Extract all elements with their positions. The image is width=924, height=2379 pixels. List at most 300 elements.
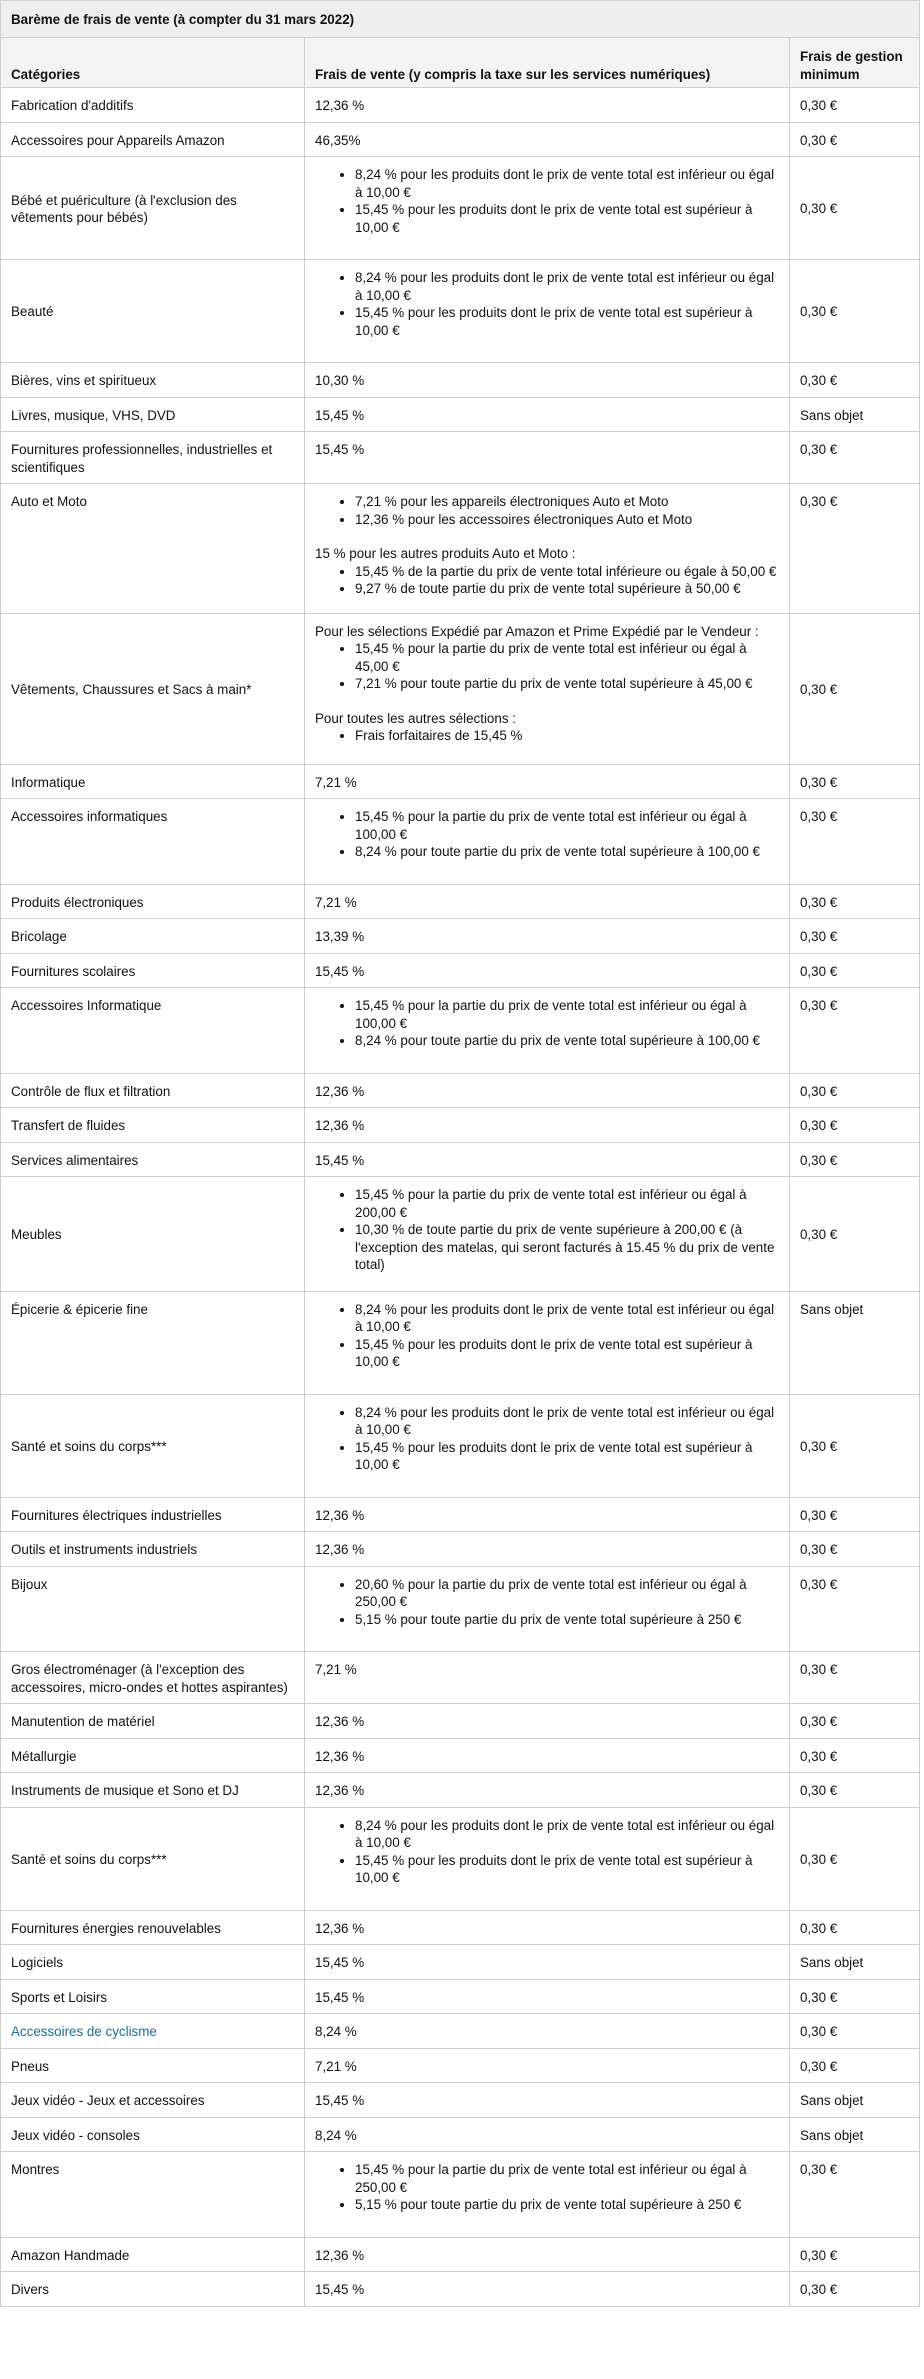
cell-fee xyxy=(305,1497,790,1532)
cell-category xyxy=(1,1807,305,1910)
cell-minimum-fee xyxy=(790,260,920,363)
cell-minimum-fee xyxy=(790,1394,920,1497)
cell-minimum-fee xyxy=(790,764,920,799)
cell-category xyxy=(1,1979,305,2014)
fee-list-item: • 7,21 % pour toute partie du prix de vente total supérieure à 45,00 € xyxy=(355,675,781,693)
fee-list xyxy=(315,563,781,598)
minimum-fee-value: 0,30 € xyxy=(800,1783,838,1798)
cell-fee xyxy=(305,2117,790,2152)
table-row xyxy=(1,1566,920,1652)
minimum-fee-value: Sans objet xyxy=(800,2127,864,2143)
cell-category xyxy=(1,1566,305,1652)
cell-category xyxy=(1,1177,305,1292)
cell-fee xyxy=(305,1394,790,1497)
minimum-fee-value: 0,30 € xyxy=(800,494,838,509)
cell-minimum-fee xyxy=(790,484,920,614)
table-row xyxy=(1,919,920,954)
fee-list-item: • Frais forfaitaires de 15,45 % xyxy=(355,727,781,745)
fee-value: 7,21 % xyxy=(315,2058,357,2074)
cell-category xyxy=(1,988,305,1074)
table-row xyxy=(1,157,920,260)
minimum-fee-value: 0,30 € xyxy=(800,1152,838,1168)
minimum-fee-value: 0,30 € xyxy=(800,373,838,388)
cell-category xyxy=(1,1910,305,1945)
minimum-fee-value: 0,30 € xyxy=(800,1438,838,1454)
cell-fee xyxy=(305,88,790,123)
fee-value: 13,39 % xyxy=(315,929,365,944)
fee-list xyxy=(315,1186,781,1274)
table-row xyxy=(1,1073,920,1108)
minimum-fee-value: Sans objet xyxy=(800,1955,864,1970)
fee-value: 15,45 % xyxy=(315,1152,365,1168)
cell-category xyxy=(1,799,305,885)
minimum-fee-value: 0,30 € xyxy=(800,809,838,824)
cell-fee xyxy=(305,1773,790,1808)
minimum-fee-value: 0,30 € xyxy=(800,1118,838,1133)
cell-minimum-fee xyxy=(790,2152,920,2238)
cell-category xyxy=(1,919,305,954)
category-label: Épicerie & épicerie fine xyxy=(11,1301,148,1317)
cell-fee xyxy=(305,2014,790,2049)
minimum-fee-value: 0,30 € xyxy=(800,2282,838,2297)
fee-value: 7,21 % xyxy=(315,774,357,790)
cell-fee xyxy=(305,953,790,988)
minimum-fee-value: 0,30 € xyxy=(800,132,838,148)
cell-minimum-fee xyxy=(790,1704,920,1739)
category-label: Meubles xyxy=(11,1227,62,1242)
cell-category xyxy=(1,1108,305,1143)
minimum-fee-value: 0,30 € xyxy=(800,963,838,979)
fee-list-item: • 8,24 % pour les produits dont le prix de vente total est inférieur ou égal à 10,00 € xyxy=(355,1404,781,1439)
fee-value: 12,36 % xyxy=(315,1118,365,1133)
category-label: Métallurgie xyxy=(11,1748,77,1764)
fee-intro: Pour toutes les autres sélections : xyxy=(315,710,516,726)
fee-list xyxy=(315,1576,781,1629)
cell-fee xyxy=(305,1177,790,1292)
category-label: Services alimentaires xyxy=(11,1152,139,1168)
category-label: Fournitures électriques industrielles xyxy=(11,1507,222,1523)
minimum-fee-value: 0,30 € xyxy=(800,1748,838,1764)
cell-category xyxy=(1,1652,305,1704)
fee-value: 12,36 % xyxy=(315,1714,365,1729)
minimum-fee-value: 0,30 € xyxy=(800,2162,838,2177)
table-row xyxy=(1,88,920,123)
fee-value: 8,24 % xyxy=(315,2024,357,2039)
fee-list-item: • 15,45 % pour la partie du prix de vente total est inférieur ou égal à 200,00 € xyxy=(355,1186,781,1221)
fee-list xyxy=(315,727,781,745)
cell-category xyxy=(1,2083,305,2118)
category-label: Logiciels xyxy=(11,1955,64,1970)
category-label: Manutention de matériel xyxy=(11,1714,155,1729)
header-minimum-fee: Frais de gestion minimum xyxy=(790,38,920,88)
fee-list-item: • 8,24 % pour toute partie du prix de vente total supérieure à 100,00 € xyxy=(355,843,781,861)
cell-minimum-fee xyxy=(790,1073,920,1108)
category-label: Santé et soins du corps*** xyxy=(11,1438,167,1454)
category-label: Produits électroniques xyxy=(11,894,144,910)
minimum-fee-value: 0,30 € xyxy=(800,201,838,217)
minimum-fee-value: 0,30 € xyxy=(800,998,838,1013)
table-row xyxy=(1,2152,920,2238)
fee-list xyxy=(315,1301,781,1371)
cell-minimum-fee xyxy=(790,2237,920,2272)
fee-list-item: • 15,45 % pour les produits dont le prix de vente total est supérieur à 10,00 € xyxy=(355,1852,781,1887)
cell-minimum-fee xyxy=(790,1108,920,1143)
category-label: Jeux vidéo - consoles xyxy=(11,2127,140,2143)
table-row xyxy=(1,397,920,432)
fee-list-item: • 15,45 % pour les produits dont le prix de vente total est supérieur à 10,00 € xyxy=(355,304,781,339)
fee-list-item: • 7,21 % pour les appareils électroniques Auto et Moto xyxy=(355,493,781,511)
cell-category xyxy=(1,397,305,432)
cell-minimum-fee xyxy=(790,1773,920,1808)
cell-category xyxy=(1,764,305,799)
category-label: Fournitures énergies renouvelables xyxy=(11,1920,221,1936)
cell-minimum-fee xyxy=(790,2048,920,2083)
table-row xyxy=(1,1142,920,1177)
cell-fee xyxy=(305,1142,790,1177)
cell-minimum-fee xyxy=(790,1945,920,1980)
cell-category xyxy=(1,953,305,988)
cell-minimum-fee xyxy=(790,1532,920,1567)
table-row xyxy=(1,1945,920,1980)
cell-minimum-fee xyxy=(790,363,920,398)
category-label: Accessoires pour Appareils Amazon xyxy=(11,132,225,148)
category-label: Fabrication d'additifs xyxy=(11,98,134,113)
table-header-row xyxy=(1,38,920,88)
cell-minimum-fee xyxy=(790,1910,920,1945)
cell-category xyxy=(1,484,305,614)
table-row xyxy=(1,884,920,919)
spacer xyxy=(315,693,781,710)
cell-minimum-fee xyxy=(790,432,920,484)
minimum-fee-value: 0,30 € xyxy=(800,894,838,910)
cell-fee xyxy=(305,613,790,764)
table-row xyxy=(1,1394,920,1497)
minimum-fee-value: 0,30 € xyxy=(800,2058,838,2074)
cell-minimum-fee xyxy=(790,1291,920,1394)
fee-list xyxy=(315,1404,781,1474)
cell-category xyxy=(1,1945,305,1980)
spacer xyxy=(315,1887,781,1903)
category-label: Auto et Moto xyxy=(11,494,87,509)
minimum-fee-value: 0,30 € xyxy=(800,1989,838,2005)
cell-minimum-fee xyxy=(790,953,920,988)
cell-minimum-fee xyxy=(790,1142,920,1177)
cell-minimum-fee xyxy=(790,1738,920,1773)
table-row xyxy=(1,260,920,363)
fee-intro: Pour les sélections Expédié par Amazon et Prime Expédié par le Vendeur : xyxy=(315,623,759,639)
cell-category xyxy=(1,1773,305,1808)
fee-value: 15,45 % xyxy=(315,2093,365,2108)
fee-list-item: • 5,15 % pour toute partie du prix de vente total supérieure à 250 € xyxy=(355,1611,781,1629)
cell-minimum-fee xyxy=(790,1979,920,2014)
fee-list-item: • 12,36 % pour les accessoires électroniques Auto et Moto xyxy=(355,511,781,529)
category-label: Informatique xyxy=(11,774,86,790)
table-row xyxy=(1,2237,920,2272)
fee-list-item: • 15,45 % pour les produits dont le prix de vente total est supérieur à 10,00 € xyxy=(355,1336,781,1371)
table-row xyxy=(1,1291,920,1394)
minimum-fee-value: 0,30 € xyxy=(800,1542,838,1557)
cell-category xyxy=(1,1394,305,1497)
fee-list-item: • 5,15 % pour toute partie du prix de vente total supérieure à 250 € xyxy=(355,2196,781,2214)
minimum-fee-value: 0,30 € xyxy=(800,442,838,457)
table-row xyxy=(1,2117,920,2152)
minimum-fee-value: 0,30 € xyxy=(800,1576,838,1592)
cell-category xyxy=(1,1738,305,1773)
category-label: Bricolage xyxy=(11,929,67,944)
table-row xyxy=(1,613,920,764)
cell-minimum-fee xyxy=(790,157,920,260)
spacer xyxy=(315,528,781,545)
cell-category xyxy=(1,884,305,919)
cell-minimum-fee xyxy=(790,2117,920,2152)
fee-list-item: • 8,24 % pour les produits dont le prix de vente total est inférieur ou égal à 10,00 € xyxy=(355,269,781,304)
fee-value: 7,21 % xyxy=(315,894,357,910)
cell-category xyxy=(1,1291,305,1394)
fee-value: 12,36 % xyxy=(315,1748,365,1764)
cell-category xyxy=(1,2014,305,2049)
cell-minimum-fee xyxy=(790,1177,920,1292)
fee-list xyxy=(315,493,781,528)
fee-value: 12,36 % xyxy=(315,1920,365,1936)
fee-value: 15,45 % xyxy=(315,442,365,457)
cell-category xyxy=(1,1532,305,1567)
spacer xyxy=(315,1628,781,1644)
minimum-fee-value: 0,30 € xyxy=(800,929,838,944)
fee-value: 12,36 % xyxy=(315,1083,365,1099)
minimum-fee-value: 0,30 € xyxy=(800,1662,838,1677)
table-row xyxy=(1,432,920,484)
cell-minimum-fee xyxy=(790,1807,920,1910)
table-row xyxy=(1,1532,920,1567)
table-row xyxy=(1,799,920,885)
table-row xyxy=(1,1979,920,2014)
minimum-fee-value: 0,30 € xyxy=(800,98,838,113)
cell-fee xyxy=(305,1652,790,1704)
table-row xyxy=(1,1910,920,1945)
cell-fee xyxy=(305,2083,790,2118)
table-row xyxy=(1,1704,920,1739)
table-row xyxy=(1,2014,920,2049)
fee-value: 46,35% xyxy=(315,132,361,148)
fee-list xyxy=(315,166,781,236)
table-row xyxy=(1,1807,920,1910)
cell-fee xyxy=(305,1807,790,1910)
spacer xyxy=(315,1050,781,1066)
table-row xyxy=(1,1773,920,1808)
category-link[interactable]: Accessoires de cyclisme xyxy=(11,2024,157,2039)
spacer xyxy=(315,1274,781,1284)
table-row xyxy=(1,363,920,398)
cell-fee xyxy=(305,484,790,614)
table-row xyxy=(1,1738,920,1773)
cell-fee xyxy=(305,2237,790,2272)
spacer xyxy=(315,2214,781,2230)
category-label: Accessoires Informatique xyxy=(11,998,162,1013)
cell-category xyxy=(1,1142,305,1177)
table-row xyxy=(1,122,920,157)
minimum-fee-value: Sans objet xyxy=(800,1301,864,1317)
minimum-fee-value: 0,30 € xyxy=(800,304,838,320)
cell-fee xyxy=(305,1738,790,1773)
minimum-fee-value: 0,30 € xyxy=(800,1920,838,1936)
fee-list xyxy=(315,1817,781,1887)
cell-category xyxy=(1,2048,305,2083)
cell-category xyxy=(1,2237,305,2272)
fee-value: 15,45 % xyxy=(315,1989,365,2005)
table-caption: Barème de frais de vente (à compter du 31 mars 2022) xyxy=(1,1,920,38)
minimum-fee-value: 0,30 € xyxy=(800,1227,838,1242)
fee-list-item: • 15,45 % pour la partie du prix de vente total est inférieur ou égal à 45,00 € xyxy=(355,640,781,675)
fee-value: 12,36 % xyxy=(315,1542,365,1557)
table-row xyxy=(1,953,920,988)
fee-list-item: • 15,45 % pour la partie du prix de vente total est inférieur ou égal à 100,00 € xyxy=(355,997,781,1032)
cell-fee xyxy=(305,1910,790,1945)
cell-category xyxy=(1,363,305,398)
category-label: Santé et soins du corps*** xyxy=(11,1851,167,1867)
fee-list-item: • 15,45 % pour les produits dont le prix de vente total est supérieur à 10,00 € xyxy=(355,201,781,236)
cell-fee xyxy=(305,1073,790,1108)
category-label: Vêtements, Chaussures et Sacs à main* xyxy=(11,681,252,697)
minimum-fee-value: 0,30 € xyxy=(800,1851,838,1867)
cell-fee xyxy=(305,157,790,260)
cell-fee xyxy=(305,1566,790,1652)
fee-value: 15,45 % xyxy=(315,2282,365,2297)
cell-minimum-fee xyxy=(790,2272,920,2307)
cell-category xyxy=(1,88,305,123)
table-row xyxy=(1,2048,920,2083)
cell-category xyxy=(1,157,305,260)
category-label: Transfert de fluides xyxy=(11,1118,126,1133)
cell-fee xyxy=(305,764,790,799)
header-category: Catégories xyxy=(1,38,305,88)
fee-list-item: • 20,60 % pour la partie du prix de vente total est inférieur ou égal à 250,00 € xyxy=(355,1576,781,1611)
cell-fee xyxy=(305,2152,790,2238)
category-label: Pneus xyxy=(11,2058,49,2074)
cell-minimum-fee xyxy=(790,1566,920,1652)
category-label: Beauté xyxy=(11,304,54,320)
cell-category xyxy=(1,613,305,764)
cell-minimum-fee xyxy=(790,988,920,1074)
spacer xyxy=(315,861,781,877)
cell-fee xyxy=(305,919,790,954)
cell-fee xyxy=(305,2048,790,2083)
cell-minimum-fee xyxy=(790,2083,920,2118)
table-caption-row xyxy=(1,1,920,38)
table-row xyxy=(1,988,920,1074)
category-label: Divers xyxy=(11,2282,49,2297)
category-label: Fournitures scolaires xyxy=(11,963,136,979)
spacer xyxy=(315,1474,781,1490)
fee-value: 10,30 % xyxy=(315,373,365,388)
fee-value: 8,24 % xyxy=(315,2127,357,2143)
cell-fee xyxy=(305,432,790,484)
category-label: Sports et Loisirs xyxy=(11,1989,108,2005)
spacer xyxy=(315,598,781,606)
cell-minimum-fee xyxy=(790,919,920,954)
cell-fee xyxy=(305,260,790,363)
cell-category xyxy=(1,1704,305,1739)
minimum-fee-value: Sans objet xyxy=(800,407,864,423)
cell-fee xyxy=(305,1979,790,2014)
fee-value: 12,36 % xyxy=(315,1783,365,1798)
minimum-fee-value: 0,30 € xyxy=(800,1083,838,1099)
category-label: Fournitures professionnelles, industrielles et scientifiques xyxy=(11,442,273,475)
category-label: Gros électroménager (à l'exception des accessoires, micro-ondes et hottes aspirantes) xyxy=(11,1662,288,1695)
cell-fee xyxy=(305,799,790,885)
fee-list-item: • 15,45 % pour la partie du prix de vente total est inférieur ou égal à 250,00 € xyxy=(355,2161,781,2196)
fee-intro: 15 % pour les autres produits Auto et Moto : xyxy=(315,546,576,561)
cell-fee xyxy=(305,122,790,157)
cell-category xyxy=(1,260,305,363)
fee-list-item: • 15,45 % pour les produits dont le prix de vente total est supérieur à 10,00 € xyxy=(355,1439,781,1474)
fee-list xyxy=(315,997,781,1050)
category-label: Bijoux xyxy=(11,1576,48,1592)
cell-minimum-fee xyxy=(790,397,920,432)
fee-list xyxy=(315,808,781,861)
spacer xyxy=(315,339,781,355)
category-label: Livres, musique, VHS, DVD xyxy=(11,407,176,423)
fee-value: 12,36 % xyxy=(315,1507,365,1523)
fee-list xyxy=(315,2161,781,2214)
cell-fee xyxy=(305,988,790,1074)
cell-minimum-fee xyxy=(790,122,920,157)
fee-list-item: • 9,27 % de toute partie du prix de vente total supérieure à 50,00 € xyxy=(355,580,781,598)
category-label: Accessoires informatiques xyxy=(11,809,168,824)
cell-minimum-fee xyxy=(790,1497,920,1532)
cell-minimum-fee xyxy=(790,799,920,885)
cell-fee xyxy=(305,1945,790,1980)
cell-category xyxy=(1,432,305,484)
cell-minimum-fee xyxy=(790,88,920,123)
fee-list xyxy=(315,269,781,339)
cell-fee xyxy=(305,2272,790,2307)
cell-minimum-fee xyxy=(790,884,920,919)
cell-fee xyxy=(305,397,790,432)
cell-category xyxy=(1,2152,305,2238)
category-label: Amazon Handmade xyxy=(11,2247,130,2263)
cell-category xyxy=(1,122,305,157)
minimum-fee-value: 0,30 € xyxy=(800,2024,838,2039)
fee-list-item: • 15,45 % pour la partie du prix de vente total est inférieur ou égal à 100,00 € xyxy=(355,808,781,843)
fee-value: 12,36 % xyxy=(315,98,365,113)
cell-fee xyxy=(305,1532,790,1567)
category-label: Instruments de musique et Sono et DJ xyxy=(11,1783,239,1798)
fee-value: 15,45 % xyxy=(315,1955,365,1970)
header-fee: Frais de vente (y compris la taxe sur les services numériques) xyxy=(305,38,790,88)
fee-list-item: • 15,45 % de la partie du prix de vente total inférieure ou égale à 50,00 € xyxy=(355,563,781,581)
table-row xyxy=(1,2083,920,2118)
minimum-fee-value: 0,30 € xyxy=(800,774,838,790)
table-row xyxy=(1,1177,920,1292)
fee-value: 15,45 % xyxy=(315,407,365,423)
table-row xyxy=(1,764,920,799)
cell-category xyxy=(1,1497,305,1532)
table-row xyxy=(1,484,920,614)
fee-value: 12,36 % xyxy=(315,2247,365,2263)
minimum-fee-value: 0,30 € xyxy=(800,1714,838,1729)
spacer xyxy=(315,236,781,252)
cell-fee xyxy=(305,1108,790,1143)
cell-fee xyxy=(305,1704,790,1739)
cell-minimum-fee xyxy=(790,613,920,764)
spacer xyxy=(315,745,781,757)
category-label: Bières, vins et spiritueux xyxy=(11,373,157,388)
table-row xyxy=(1,1652,920,1704)
category-label: Bébé et puériculture (à l'exclusion des vêtements pour bébés) xyxy=(11,192,237,225)
fee-list-item: • 8,24 % pour toute partie du prix de vente total supérieure à 100,00 € xyxy=(355,1032,781,1050)
cell-minimum-fee xyxy=(790,1652,920,1704)
table-row xyxy=(1,2272,920,2307)
